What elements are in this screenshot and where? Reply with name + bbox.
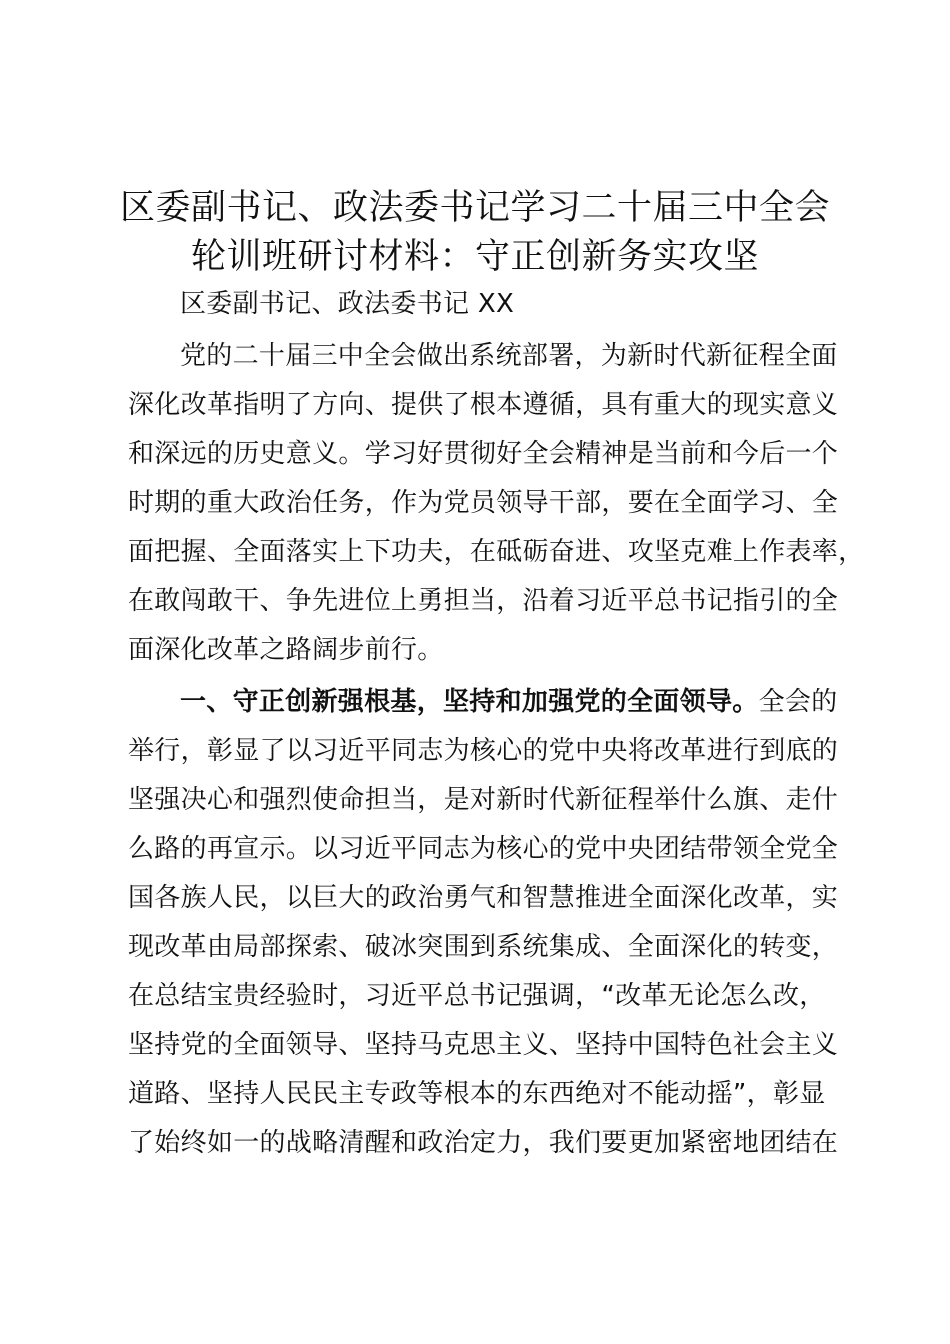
paragraph-1-line: 面把握、全面落实上下功夫，在砥砺奋进、攻坚克难上作表率， [128,537,865,567]
paragraph-2-line: 在总结宝贵经验时，习近平总书记强调，“改革无论怎么改， [128,981,826,1011]
paragraph-1-line: 时期的重大政治任务，作为党员领导干部，要在全面学习、全 [128,488,839,518]
paragraph-2-line: 坚持党的全面领导、坚持马克思主义、坚持中国特色社会主义 [128,1030,839,1060]
section-heading: 一、守正创新强根基，坚持和加强党的全面领导。 [180,687,759,717]
paragraph-2-first-line [180,683,838,721]
paragraph-1-line: 党的二十届三中全会做出系统部署，为新时代新征程全面 [180,341,838,371]
paragraph-1-line: 面深化改革之路阔步前行。 [128,635,444,665]
paragraph-2-line: 举行，彰显了以习近平同志为核心的党中央将改革进行到底的 [128,736,839,766]
paragraph-2-line: 么路的再宣示。以习近平同志为核心的党中央团结带领全党全 [128,834,839,864]
paragraph-2-line: 了始终如一的战略清醒和政治定力，我们要更加紧密地团结在 [128,1128,839,1158]
author-line: 区委副书记、政法委书记 XX [180,289,515,319]
paragraph-1-line: 在敢闯敢干、争先进位上勇担当，沿着习近平总书记指引的全 [128,586,839,616]
paragraph-2-first-line-rest: 全会的 [758,687,838,717]
paragraph-2-line: 坚强决心和强烈使命担当，是对新时代新征程举什么旗、走什 [128,785,839,815]
paragraph-1-line: 和深远的历史意义。学习好贯彻好全会精神是当前和今后一个 [128,439,839,469]
paragraph-2-line: 国各族人民，以巨大的政治勇气和智慧推进全面深化改革，实 [128,883,839,913]
document-title-line-2: 轮训班研讨材料：守正创新务实攻坚 [190,237,759,277]
paragraph-2-line: 现改革由局部探索、破冰突围到系统集成、全面深化的转变， [128,932,839,962]
document-title-line-1: 区委副书记、政法委书记学习二十届三中全会 [119,188,830,228]
paragraph-1-line: 深化改革指明了方向、提供了根本遵循，具有重大的现实意义 [128,390,839,420]
paragraph-2-line: 道路、坚持人民民主专政等根本的东西绝对不能动摇”，彰显 [128,1079,826,1109]
